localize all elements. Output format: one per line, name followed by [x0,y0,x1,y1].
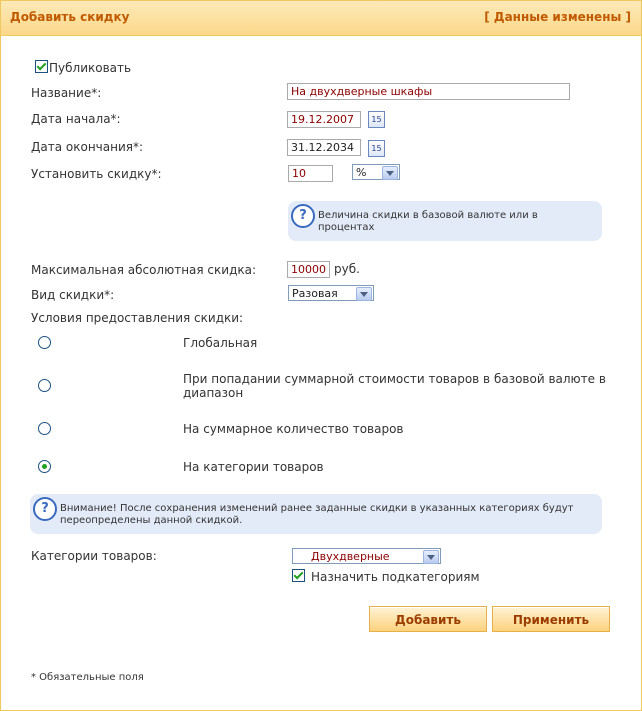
assign-subcategories-label: Назначить подкатегориям [311,570,480,584]
start-date-input[interactable]: 19.12.2007 [287,111,361,128]
condition-label-global: Глобальная [183,336,258,350]
panel-header [1,1,641,36]
condition-radio-global[interactable] [38,336,51,349]
condition-label-price-range: При попадании суммарной стоимости товаров в базовой валюте в диапазон [183,372,606,400]
add-button[interactable]: Добавить [369,606,487,632]
condition-radio-quantity[interactable] [38,422,51,435]
publish-label: Публиковать [49,61,132,75]
start-date-label: Дата начала*: [31,112,121,126]
discount-hint-box [288,201,602,241]
condition-label-categories: На категории товаров [183,460,324,474]
question-icon: ? [291,204,315,228]
changes-status: [ Данные изменены ] [484,10,631,24]
apply-button[interactable]: Применить [492,606,610,632]
calendar-icon[interactable]: 15 [368,140,385,157]
name-label: Название*: [31,86,102,100]
assign-subcategories-checkbox[interactable] [292,569,305,582]
publish-checkbox[interactable] [35,60,48,73]
required-fields-note: * Обязательные поля [31,672,144,683]
chevron-down-icon [423,550,439,564]
discount-type-label: Вид скидки*: [31,288,115,302]
chevron-down-icon [356,287,372,301]
name-input[interactable]: На двухдверные шкафы [287,83,570,100]
calendar-icon[interactable]: 15 [368,111,385,128]
condition-radio-categories[interactable] [38,460,51,473]
max-discount-input[interactable]: 10000 [287,261,330,278]
categories-label: Категории товаров: [31,549,157,563]
discount-label: Установить скидку*: [31,167,162,181]
page-title: Добавить скидку [10,10,130,24]
currency-label: руб. [334,262,360,276]
discount-value-input[interactable]: 10 [288,165,333,182]
max-discount-label: Максимальная абсолютная скидка: [31,263,257,277]
categories-select[interactable] [292,548,441,564]
end-date-input[interactable]: 31.12.2034 [287,139,361,156]
condition-label-quantity: На суммарное количество товаров [183,422,404,436]
question-icon: ? [33,497,57,521]
warning-hint-box [30,494,602,534]
warning-hint-text: Внимание! После сохранения изменений ранее заданные скидки в указанных категориях будут переопределены данной скидкой. [60,503,574,526]
discount-unit-value: % [356,166,367,179]
discount-hint-text: Величина скидки в базовой валюте или в процентах [318,210,538,233]
discount-type-value: Разовая [292,287,338,300]
chevron-down-icon [382,166,398,180]
discount-type-select[interactable] [288,285,374,301]
categories-value: Двухдверные [311,550,390,563]
condition-radio-price-range[interactable] [38,379,51,392]
end-date-label: Дата окончания*: [31,140,144,154]
conditions-label: Условия предоставления скидки: [31,311,244,325]
discount-unit-select[interactable] [352,164,400,180]
